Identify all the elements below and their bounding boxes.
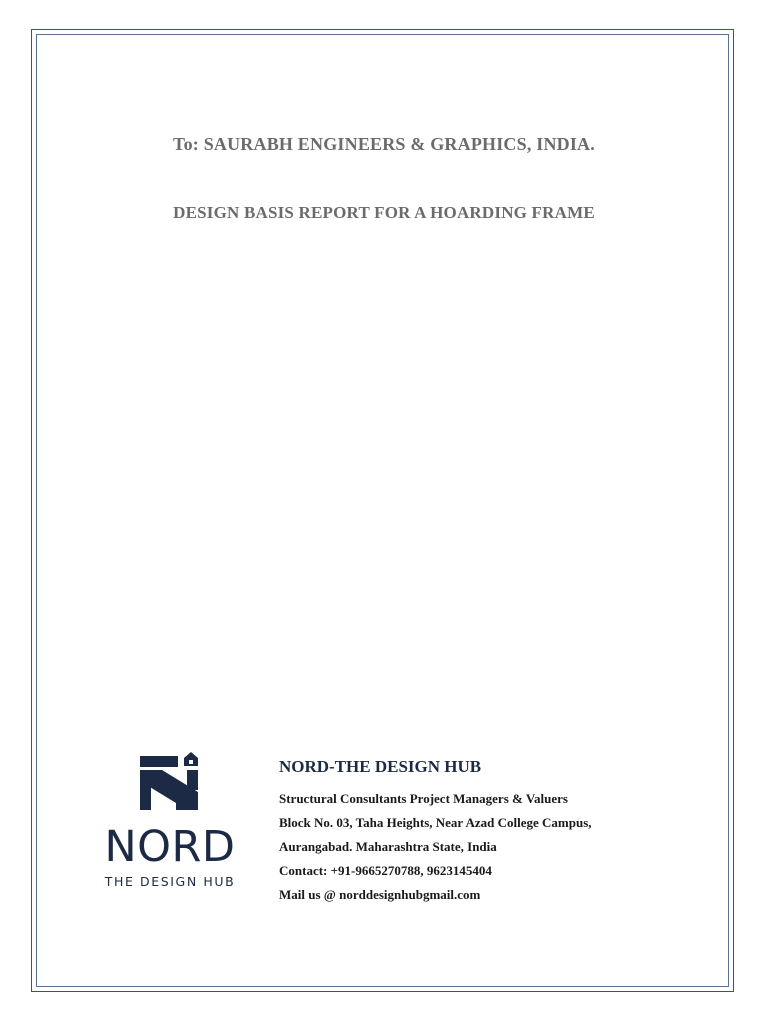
company-services: Structural Consultants Project Managers & Valuers [279,791,568,806]
address-line-2: Aurangabad. Maharashtra State, India [279,839,497,854]
contact-block [279,756,719,907]
report-title: DESIGN BASIS REPORT FOR A HOARDING FRAME [173,203,595,222]
address-line-1: Block No. 03, Taha Heights, Near Azad College Campus, [279,815,592,830]
contact-phone: Contact: +91-9665270788, 9623145404 [279,863,492,878]
stacked-n-house-icon [92,748,248,824]
recipient-line: To: SAURABH ENGINEERS & GRAPHICS, INDIA. [173,134,595,154]
logo-tagline: THE DESIGN HUB [104,874,236,889]
logo-wordmark: NORD [104,822,236,872]
contact-mail: Mail us @ norddesignhubgmail.com [279,887,481,902]
company-name: NORD-THE DESIGN HUB [279,757,482,776]
company-logo [92,748,248,894]
